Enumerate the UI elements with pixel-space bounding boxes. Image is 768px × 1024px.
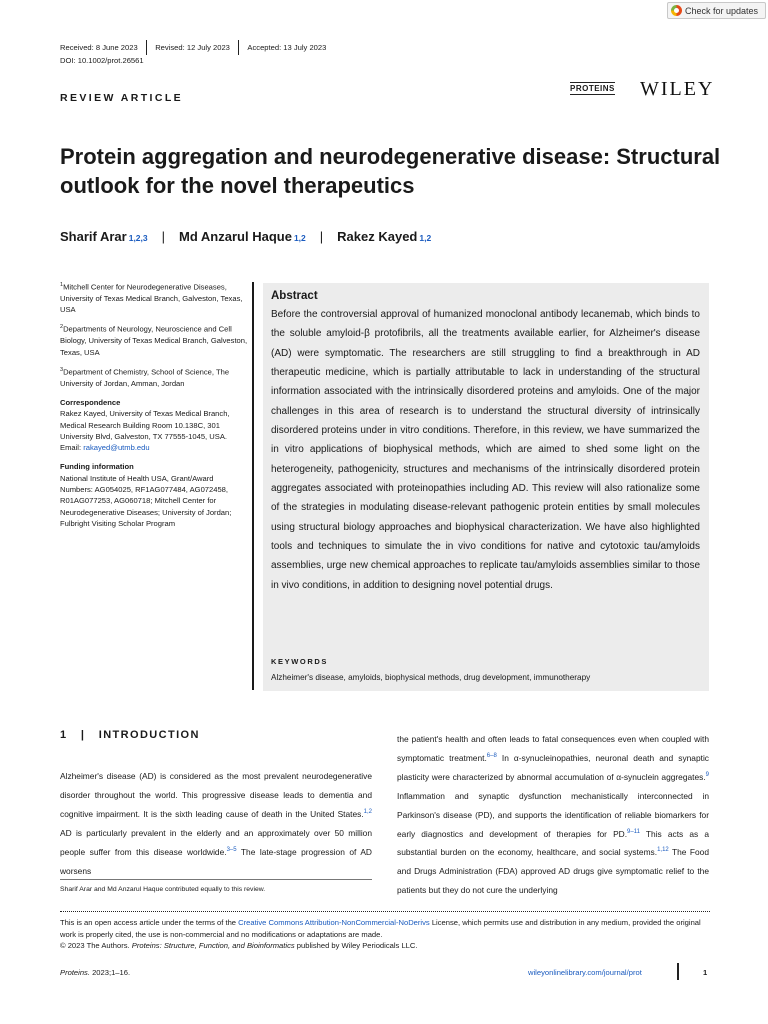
check-for-updates-label: Check for updates	[685, 5, 759, 16]
author-name[interactable]: Rakez Kayed	[337, 229, 418, 244]
copyright-text: published by Wiley Periodicals LLC.	[294, 941, 418, 951]
intro-text: In α-synucleinopathies, neuronal death and synaptic plasticity were characterized by abnormal accumulation of α-synuclein aggregates.	[397, 752, 709, 782]
column-divider	[252, 282, 254, 690]
citation-ref[interactable]: 9–11	[627, 828, 640, 835]
journal-url[interactable]: wileyonlinelibrary.com/journal/prot	[528, 968, 642, 977]
license-text: This is an open access article under the terms of the	[60, 918, 239, 927]
keywords-heading: KEYWORDS	[271, 657, 328, 666]
citation-ref[interactable]: 1,2	[363, 809, 372, 816]
article-title: Protein aggregation and neurodegenerative disease: Structural outlook for the novel therapeutics	[60, 144, 721, 198]
affiliation	[60, 322, 248, 357]
funding-heading: Funding information	[60, 462, 134, 472]
author-name[interactable]: Md Anzarul Haque	[179, 229, 292, 244]
affiliation	[60, 365, 248, 389]
intro-text: AD is particularly prevalent in the elderly and an approximately over 50 million people suffer from this disease worldwide.	[60, 827, 372, 857]
intro-text: Alzheimer's disease (AD) is considered as the most prevalent neurodegenerative disorder throughout the world. This progressive disease leads to dementia and cognitive impairment. It is the sixth leading cause of death in the United States.	[60, 771, 372, 819]
citation-info: 2023;1–16.	[89, 968, 131, 977]
copyright-text: © 2023 The Authors.	[60, 941, 132, 951]
intro-text: The Food and Drugs Administration (FDA) approved AD drugs give symptomatic relief to the patients but they do not cure the underlying	[397, 847, 709, 896]
email-label: Email:	[60, 443, 84, 453]
funding-text: National Institute of Health USA, Grant/Award Numbers: AG054025, RF1AG077484, AG072458, R01AG077253, AG060718; Mitchell Center for Neurodegenerative Diseases; University of Jordan; Fulbright Visiting Scholar Program	[60, 473, 232, 528]
author-list	[60, 229, 431, 244]
proteins-journal-logo: PROTEINS	[570, 84, 615, 93]
author-affiliation-ref[interactable]: 1,2	[293, 233, 306, 243]
correspondence-email	[60, 442, 248, 453]
intro-text: Inflammation and synaptic dysfunction mechanistically interconnected in Parkinson's disease (PD), and supports the identification of reliable biomarkers for early diagnostics and development of therapies for PD.	[397, 790, 709, 839]
footer-separator	[677, 963, 679, 980]
affiliation-text: Mitchell Center for Neurodegenerative Diseases, University of Texas Medical Branch, Galveston, Texas, USA	[60, 282, 243, 315]
article-info-sidebar	[60, 280, 248, 536]
affiliation-number: 2	[60, 324, 64, 331]
copyright-journal: Proteins: Structure, Function, and Bioinformatics	[131, 941, 295, 951]
author-affiliation-ref[interactable]: 1,2,3	[128, 233, 148, 243]
affiliation-number: 3	[60, 366, 64, 373]
affiliation-text: Departments of Neurology, Neuroscience and Cell Biology, University of Texas Medical Branch, Galveston, Texas, USA	[60, 324, 248, 357]
footnote: Sharif Arar and Md Anzarul Haque contributed equally to this review.	[60, 886, 266, 893]
author-separator: |	[319, 229, 324, 244]
abstract-text: Before the controversial approval of humanized monoclonal antibody lecanemab, which binds to the soluble amyloid-β protofibrils, all the treatments available earlier, for Alzheimer's disease (AD) were symptomatic. The researchers are still struggling to find a breakthrough in AD therapeutic medicine, which is partially attributable to lack in understanding of the structural information associated with the intrinsically disordered proteins and amyloids. One of the major challenges in this area of research is to understand the structural diversity of intrinsically disordered proteins under in vitro conditions. Therefore, in this review, we have summarized the in vitro applications of biophysical methods, which are aimed to shed some light on the heterogeneity, pathogenicity, structures and mechanisms of the intrinsically disordered protein aggregates associated with proteinopathies including AD. This review will also rationalize some of the strategies in modulating disease-relevant pathogenic protein entities by small molecules using structural biology approaches and biophysical characterization. We have also highlighted tools and techniques to simulate the in vivo conditions for native and cytotoxic tau/amyloids assemblies, urge new chemical approaches to replicate tau/amyloids assemblies similar to those in vivo conditions, in addition to designing novel potential drugs.	[271, 309, 700, 591]
affiliation	[60, 280, 248, 315]
article-type: REVIEW ARTICLE	[60, 92, 184, 104]
license-divider	[60, 911, 710, 912]
footnote-rule	[60, 879, 372, 880]
correspondence-text: Rakez Kayed, University of Texas Medical Branch, Medical Research Building Room 10.138C, 301 University Blvd, Galveston, TX 77555-1045, USA.	[60, 409, 230, 441]
keywords-text: Alzheimer's disease, amyloids, biophysical methods, drug development, immunotherapy	[271, 673, 591, 682]
intro-paragraph-left	[60, 767, 372, 880]
intro-text: The late-stage progression of AD worsens	[60, 846, 372, 876]
citation-ref[interactable]: 1,12	[657, 847, 669, 854]
affiliation-number: 1	[60, 282, 64, 288]
wiley-logo: WILEY	[640, 78, 715, 100]
journal-citation	[60, 968, 130, 977]
citation-ref[interactable]: 6–8	[486, 753, 497, 760]
intro-paragraph-right	[397, 730, 709, 900]
section-heading-introduction: 1 | INTRODUCTION	[60, 729, 200, 741]
intro-text: the patient's health and often leads to fatal consequences even when coupled with symptomatic treatment.	[397, 734, 709, 763]
article-dates	[60, 40, 326, 55]
affiliation-text: Department of Chemistry, School of Science, The University of Jordan, Amman, Jordan	[60, 367, 230, 388]
crossmark-icon	[671, 5, 682, 16]
date-separator	[238, 40, 240, 55]
intro-text: This acts as a substantial burden on the economy, healthcare, and social systems.	[397, 828, 709, 858]
check-for-updates-button[interactable]	[667, 2, 766, 19]
author-affiliation-ref[interactable]: 1,2	[419, 233, 432, 243]
author-separator: |	[161, 229, 166, 244]
abstract-heading: Abstract	[271, 290, 318, 302]
correspondence-heading: Correspondence	[60, 397, 121, 407]
license-notice	[60, 917, 710, 952]
license-link[interactable]: Creative Commons Attribution-NonCommercial-NoDerivs	[238, 918, 430, 927]
journal-name: Proteins.	[60, 968, 90, 977]
date-separator	[146, 40, 148, 55]
accepted-date: Accepted: 13 July 2023	[247, 43, 327, 52]
license-text: License, which permits use and distribution in any medium, provided the original work is properly cited, the use is non-commercial and no modifications or adaptations are made.	[60, 918, 701, 939]
citation-ref[interactable]: 9	[705, 772, 709, 779]
citation-ref[interactable]: 3–5	[226, 846, 237, 853]
email-link[interactable]: rakayed@utmb.edu	[83, 443, 150, 453]
author-name[interactable]: Sharif Arar	[60, 229, 127, 244]
page-number: 1	[703, 968, 708, 977]
received-date: Received: 8 June 2023	[60, 43, 138, 52]
revised-date: Revised: 12 July 2023	[155, 43, 230, 52]
doi[interactable]: DOI: 10.1002/prot.26561	[60, 56, 144, 65]
